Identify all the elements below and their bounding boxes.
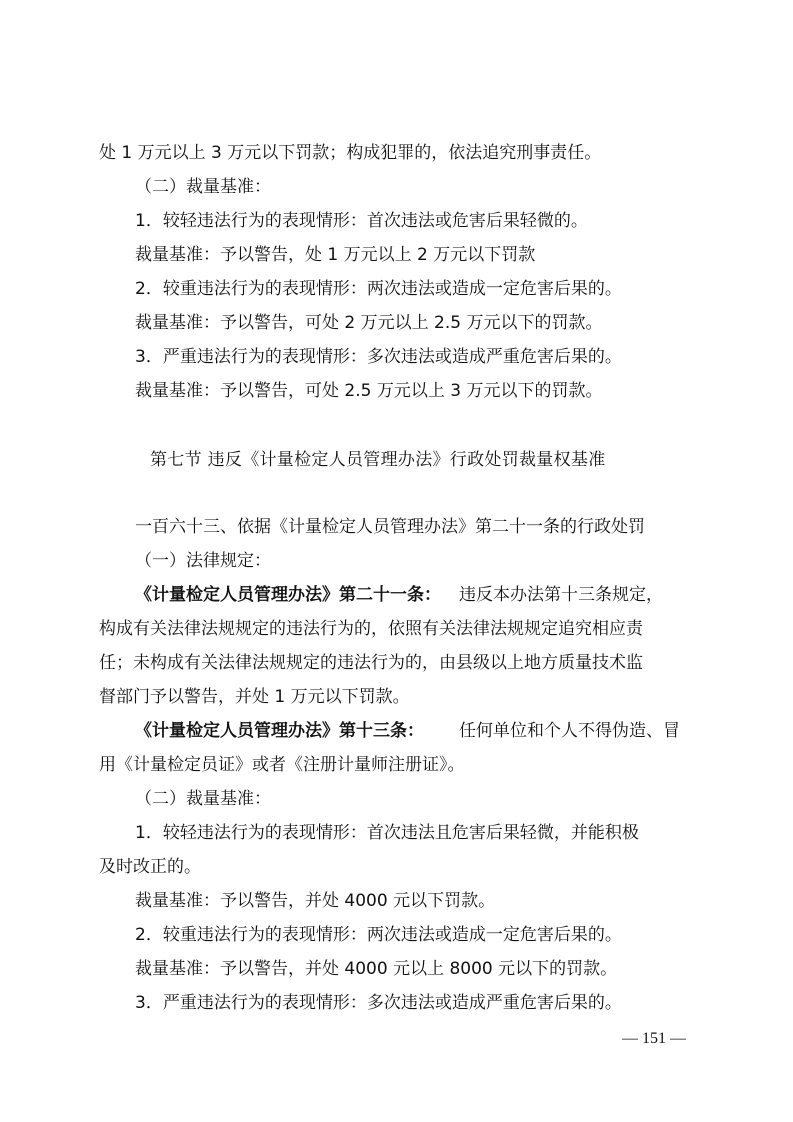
line-text: （二）裁量基准： (135, 177, 271, 197)
line-text: 裁量基准：予以警告，处 1 万元以上 2 万元以下罚款 (135, 245, 536, 265)
text-line (0, 306, 793, 340)
provision-text: 督部门予以警告，并处 1 万元以下罚款。 (99, 687, 410, 707)
section-title-text: 第七节 违反《计量检定人员管理办法》行政处罚裁量权基准 (150, 450, 606, 470)
line-text: 3．严重违法行为的表现情形：多次违法或造成严重危害后果的。 (135, 347, 622, 367)
line-text: 2．较重违法行为的表现情形：两次违法或造成一定危害后果的。 (135, 279, 622, 299)
criteria-text: 及时改正的。 (99, 857, 201, 877)
line-text: 裁量基准：予以警告，可处 2 万元以上 2.5 万元以下的罚款。 (135, 313, 603, 333)
criteria-line (0, 884, 793, 918)
article-heading (0, 510, 793, 544)
text-line (0, 204, 793, 238)
page-number: — 151 — (622, 1030, 686, 1047)
criteria-line (0, 986, 793, 1020)
provision-text: 构成有关法律法规规定的违法行为的，依照有关法律法规规定追究相应责 (99, 619, 643, 639)
text-line (0, 170, 793, 204)
text-line (0, 272, 793, 306)
legal-basis-heading-text: （一）法律规定： (135, 551, 271, 571)
provision-line (0, 680, 793, 714)
criteria-text: 裁量基准：予以警告，并处 4000 元以上 8000 元以下的罚款。 (135, 959, 618, 979)
line-text: 处 1 万元以上 3 万元以下罚款；构成犯罪的，依法追究刑事责任。 (99, 143, 602, 163)
provision-text: 任何单位和个人不得伪造、冒 (459, 721, 680, 741)
text-line (0, 340, 793, 374)
criteria-line (0, 918, 793, 952)
provision-text: 用《计量检定员证》或者《注册计量师注册证》。 (99, 755, 465, 775)
article-heading-text: 一百六十三、依据《计量检定人员管理办法》第二十一条的行政处罚 (135, 517, 645, 537)
provision-line (0, 714, 793, 748)
criteria-text: 2．较重违法行为的表现情形：两次违法或造成一定危害后果的。 (135, 925, 622, 945)
text-line (0, 374, 793, 408)
text-line (0, 238, 793, 272)
text-line (0, 136, 793, 170)
criteria-line (0, 816, 793, 850)
provision-line (0, 612, 793, 646)
provision-text: 任；未构成有关法律法规规定的违法行为的，由县级以上地方质量技术监 (99, 653, 643, 673)
criteria-heading-text: （二）裁量基准： (135, 789, 271, 809)
legal-basis-heading (0, 544, 793, 578)
provision-line (0, 578, 793, 612)
provision-text: 违反本办法第十三条规定， (459, 585, 663, 605)
provision-line (0, 646, 793, 680)
provision-line (0, 748, 793, 782)
section-title (0, 443, 793, 477)
criteria-line (0, 850, 793, 884)
line-text: 裁量基准：予以警告，可处 2.5 万元以上 3 万元以下的罚款。 (135, 381, 603, 401)
provision-title: 《计量检定人员管理办法》第二十一条： (135, 585, 441, 605)
criteria-text: 1．较轻违法行为的表现情形：首次违法且危害后果轻微，并能积极 (135, 823, 639, 843)
criteria-heading (0, 782, 793, 816)
criteria-text: 裁量基准：予以警告，并处 4000 元以下罚款。 (135, 891, 496, 911)
provision-title: 《计量检定人员管理办法》第十三条： (135, 721, 424, 741)
criteria-text: 3．严重违法行为的表现情形：多次违法或造成严重危害后果的。 (135, 993, 622, 1013)
criteria-line (0, 952, 793, 986)
line-text: 1．较轻违法行为的表现情形：首次违法或危害后果轻微的。 (135, 211, 588, 231)
